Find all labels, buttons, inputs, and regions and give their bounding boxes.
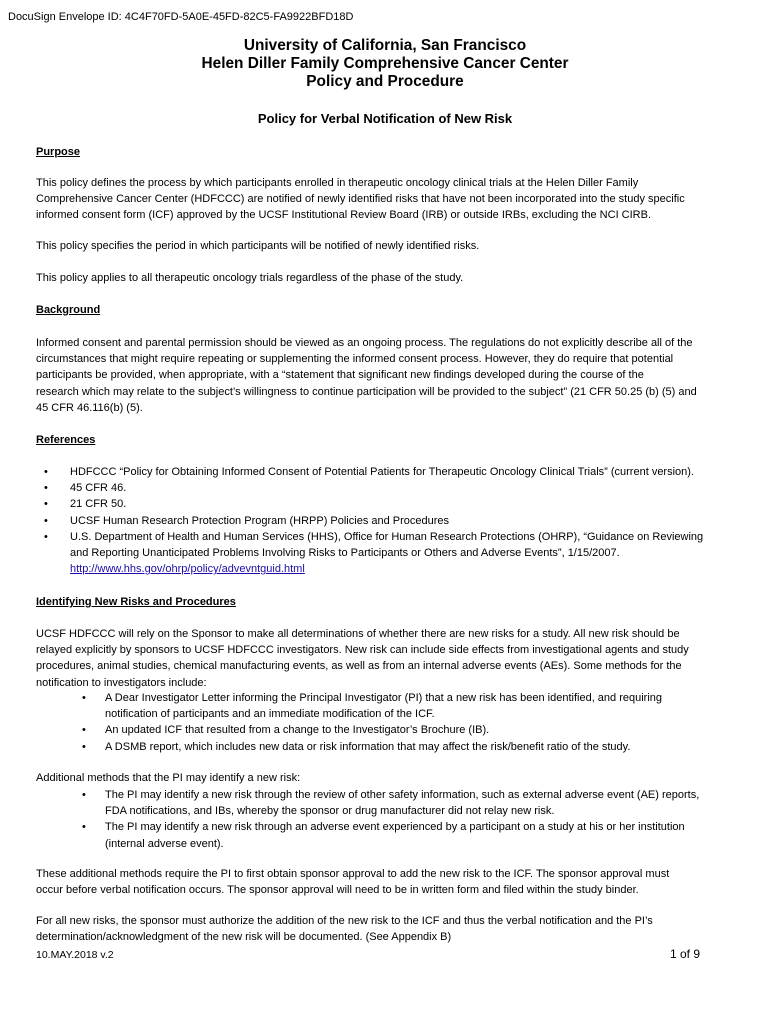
purpose-heading: Purpose [36, 146, 81, 158]
bullet-icon: • [44, 514, 48, 527]
bullet-icon: • [44, 466, 48, 478]
bullet-icon: • [82, 821, 86, 834]
identifying-intro: UCSF HDFCCC will rely on the Sponsor to make all determinations of whether there are new risks for a study. All new risk should be relayed explicitly by sponsors to UCSF HDFCCC investigators. New risk can include side effects from investigational agents and study procedures, animal studies, chemical manufacturing events, as well as from an internal adverse events (AEs). Some methods for the notification to investigators include: [36, 628, 689, 689]
notification-methods-list [36, 690, 662, 755]
bullet-icon: • [82, 789, 86, 801]
purpose-paragraph-2: This policy specifies the period in which participants will be notified of newly identified risks. [36, 240, 480, 252]
all-new-risks-paragraph: For all new risks, the sponsor must authorize the addition of the new risk to the ICF and thus the verbal notification and the PI’s determination/acknowledgment of the new risk will be documented. (See Appendix B) [36, 915, 653, 944]
references-heading: References [36, 434, 96, 446]
list-item: • A DSMB report, which includes new data or risk information that may affect the risk/benefit ratio of the study. [36, 739, 662, 755]
ohrp-guidance-link[interactable]: http://www.hhs.gov/ohrp/policy/advevntguid.html [70, 563, 305, 576]
bullet-icon: • [82, 724, 86, 737]
additional-methods-list [36, 787, 699, 852]
bullet-icon: • [44, 482, 48, 495]
header-cancer-center: Helen Diller Family Comprehensive Cancer Center [201, 55, 569, 72]
header-university: University of California, San Francisco [243, 37, 527, 54]
sponsor-approval-paragraph: These additional methods require the PI to first obtain sponsor approval to add the new risk to the ICF. The sponsor approval must occur before verbal notification occurs. The sponsor approval will need to be in written form and filed within the study binder. [36, 868, 670, 897]
bullet-icon: • [44, 530, 48, 543]
list-item: • A Dear Investigator Letter informing the Principal Investigator (PI) that a new risk has been identified, and requiring notification of participants and an immediate modification of the ICF. [82, 692, 663, 721]
background-heading: Background [36, 304, 101, 316]
list-item: • 45 CFR 46. [36, 480, 703, 496]
purpose-paragraph-1: This policy defines the process by which participants enrolled in therapeutic oncology clinical trials at the Helen Diller Family Comprehensive Cancer Center (HDFCCC) are notified of newly identified risks that have not been incorporated into the study specific informed consent form (ICF) approved by the UCSF Institutional Review Board (IRB) or outside IRBs, excluding the NCI CIRB. [36, 177, 685, 222]
bullet-icon: • [82, 692, 86, 704]
list-item: • HDFCCC “Policy for Obtaining Informed Consent of Potential Patients for Therapeutic Oncology Clinical Trials” (current version). [36, 464, 703, 480]
docusign-envelope-id: DocuSign Envelope ID: 4C4F70FD-5A0E-45FD-82C5-FA9922BFD18D [8, 11, 354, 23]
references-list [36, 464, 703, 577]
background-paragraph: Informed consent and parental permission should be viewed as an ongoing process. The regulations do not explicitly describe all of the circumstances that might require repeating or supplementing the informed consent process. However, they do require that potential participants be provided, when appropriate, with a “statement that significant new findings developed during the course of the research which may relate to the subject’s willingness to continue participation will be provided to the subject” (21 CFR 50.25 (b) (5) and 45 CFR 46.116(b) (5). [36, 337, 697, 414]
bullet-icon: • [44, 498, 48, 511]
list-item: • UCSF Human Research Protection Program (HRPP) Policies and Procedures [36, 513, 703, 529]
page-number: 1 of 9 [669, 947, 700, 961]
identifying-heading: Identifying New Risks and Procedures [36, 596, 236, 608]
header-policy-procedure: Policy and Procedure [306, 73, 464, 90]
additional-methods-intro: Additional methods that the PI may identify a new risk: [36, 772, 301, 784]
list-item: • The PI may identify a new risk through an adverse event experienced by a participant on a study at his or her institution (internal adverse event). [82, 821, 685, 850]
list-item: • U.S. Department of Health and Human Services (HHS), Office for Human Research Protections (OHRP), “Guidance on Reviewing and Reporting Unanticipated Problems Involving Risks to Participants or Others and Adverse Events”, 1/15/2007. http://www.hhs.gov/ohrp/policy/advevntguid.html [36, 529, 703, 578]
document-title: Policy for Verbal Notification of New Risk [257, 111, 513, 126]
purpose-paragraph-3: This policy applies to all therapeutic oncology trials regardless of the phase of the study. [36, 272, 464, 284]
list-item: • 21 CFR 50. [36, 496, 703, 512]
list-item: • The PI may identify a new risk through the review of other safety information, such as external adverse event (AE) reports, FDA notifications, and IBs, whereby the sponsor or drug manufacturer did not relay new risk. [82, 789, 700, 818]
document-version: 10.MAY.2018 v.2 [36, 949, 114, 961]
bullet-icon: • [82, 740, 86, 753]
list-item: • An updated ICF that resulted from a change to the Investigator’s Brochure (IB). [36, 722, 662, 738]
